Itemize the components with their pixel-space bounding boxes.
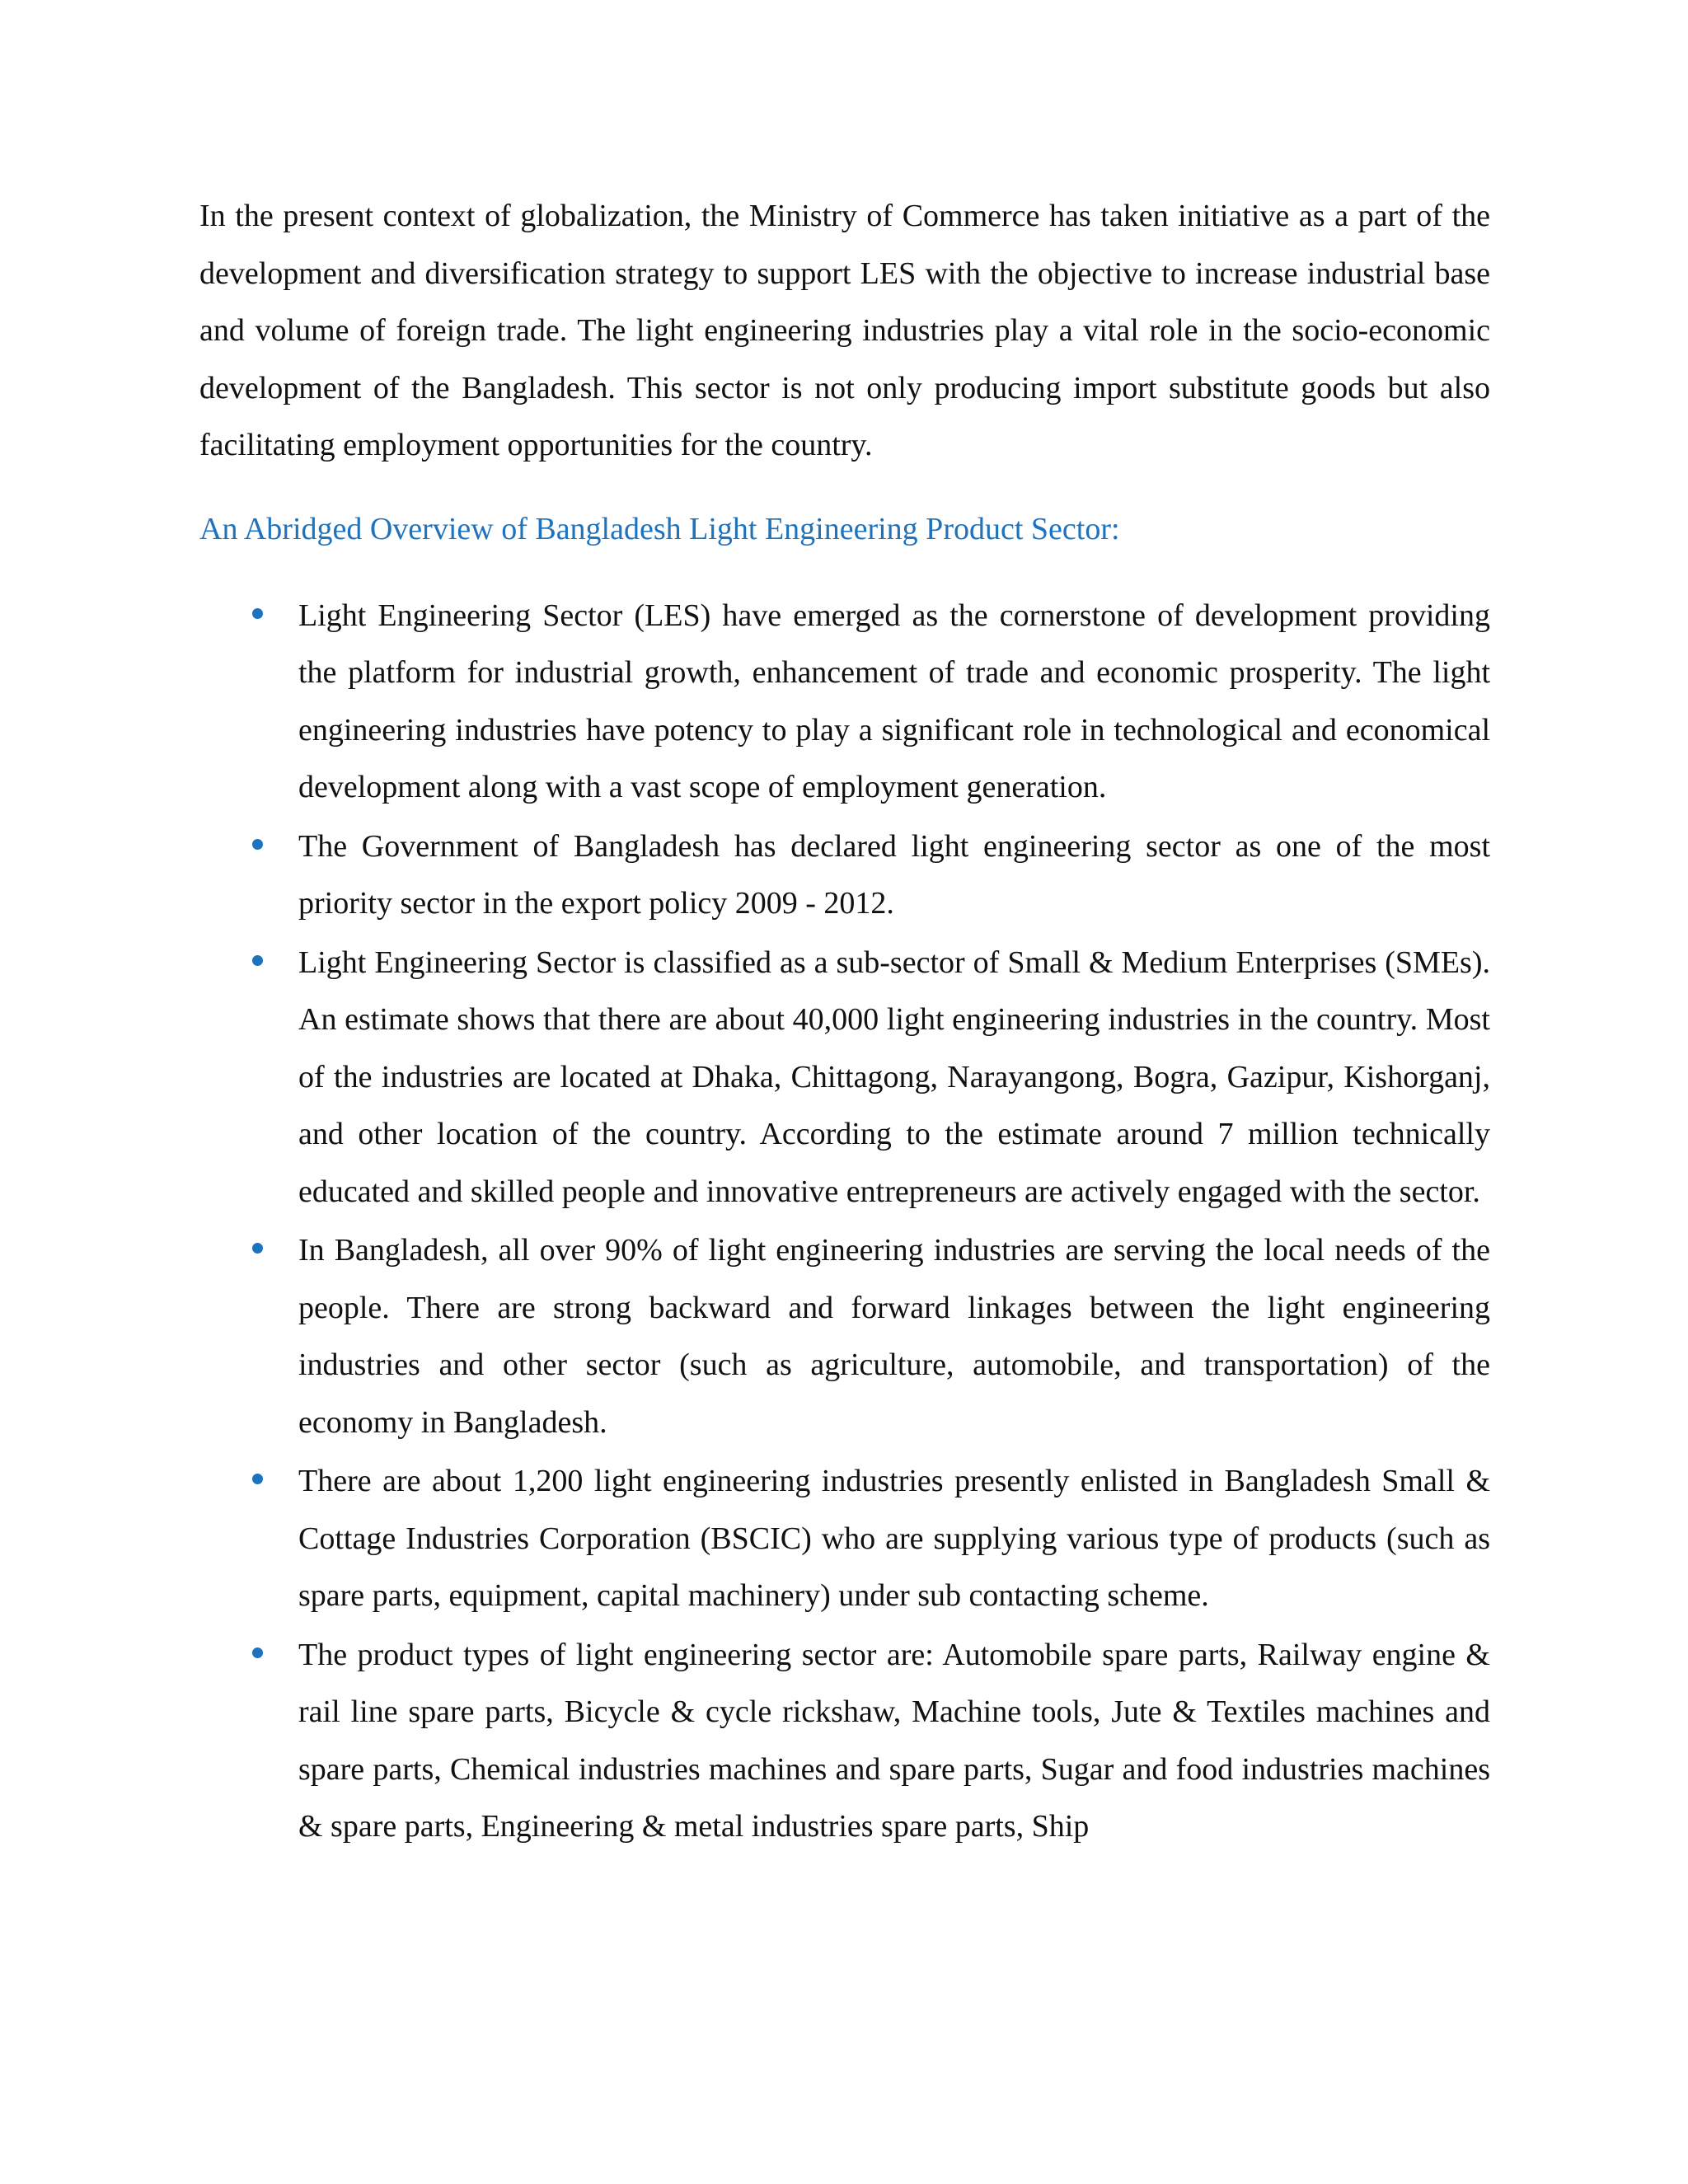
list-item [199,1627,1490,1856]
list-item [199,1453,1490,1625]
bullet-icon [252,1243,263,1254]
bullet-icon [252,955,263,966]
list-item-text: In Bangladesh, all over 90% of light engineering industries are serving the local needs of the people. There are strong backward and forward linkages between the light engineering industries and other sector (such as agriculture, automobile, and transportation) of the economy in Bangladesh. [298,1233,1490,1440]
list-item [199,935,1490,1221]
bullet-icon [252,608,263,619]
list-item [199,818,1490,933]
intro-paragraph: In the present context of globalization, the Ministry of Commerce has taken initiative as a part of the development and diversification strategy to support LES with the objective to increase industrial base and volume of foreign trade. The light engineering industries play a vital role in the socio-economic development of the Bangladesh. This sector is not only producing import substitute goods but also facilitating employment opportunities for the country. [199,199,1490,462]
bullet-list [199,588,1490,1856]
bullet-icon [252,839,263,850]
list-item-text: Light Engineering Sector is classified as a sub-sector of Small & Medium Enterprises (SMEs). An estimate shows that there are about 40,000 light engineering industries in the country. Most of the industries are located at Dhaka, Chittagong, Narayangong, Bogra, Gazipur, Kishorganj, and other location of the country. According to the estimate around 7 million technically educated and skilled people and innovative entrepreneurs are actively engaged with the sector. [298,944,1490,1209]
bullet-icon [252,1474,263,1484]
list-item [199,1222,1490,1451]
list-item-text: Light Engineering Sector (LES) have emerged as the cornerstone of development providing the platform for industrial growth, enhancement of trade and economic prosperity. The light engineering industries have potency to play a significant role in technological and economical development along with a vast scope of employment generation. [298,598,1490,804]
bullet-icon [252,1647,263,1658]
list-item-text: There are about 1,200 light engineering industries presently enlisted in Bangladesh Small & Cottage Industries Corporation (BSCIC) who are supplying various type of products (such as spare parts, equipment, capital machinery) under sub contacting scheme. [298,1464,1490,1613]
section-heading: An Abridged Overview of Bangladesh Light Engineering Product Sector: [199,511,1120,546]
list-item-text: The Government of Bangladesh has declared light engineering sector as one of the most priority sector in the export policy 2009 - 2012. [298,828,1490,921]
list-item-text: The product types of light engineering sector are: Automobile spare parts, Railway engine & rail line spare parts, Bicycle & cycle rickshaw, Machine tools, Jute & Textiles machines and spare parts, Chemical industries machines and spare parts, Sugar and food industries machines & spare parts, Engineering & metal industries spare parts, Ship [298,1637,1490,1844]
document-body [199,188,1490,1858]
list-item [199,588,1490,817]
